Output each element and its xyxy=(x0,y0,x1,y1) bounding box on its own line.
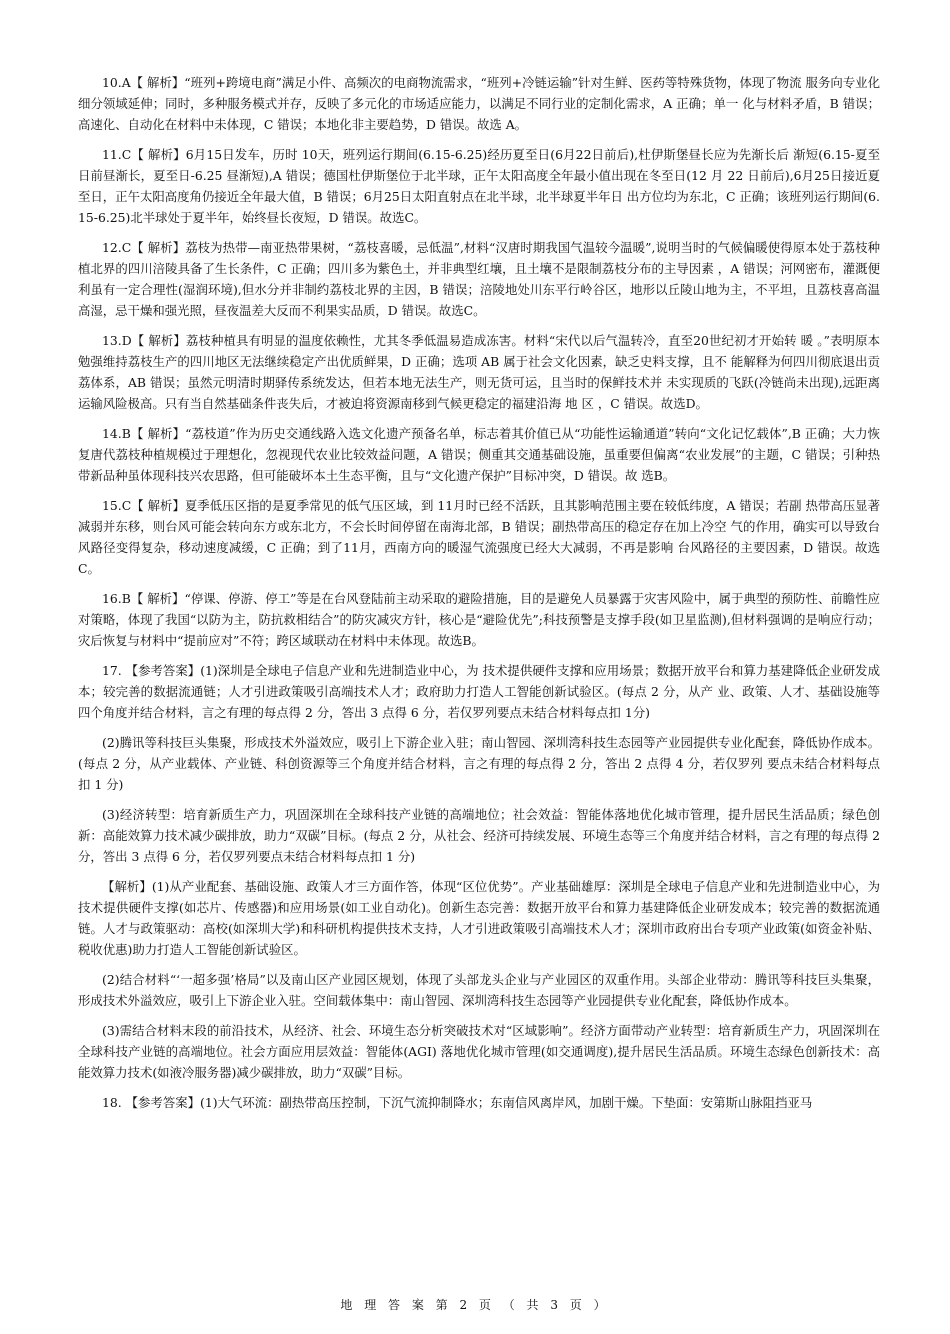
answer-q17-part2: (2)腾讯等科技巨头集聚，形成技术外溢效应，吸引上下游企业入驻；南山智园、深圳湾科技生态园等产业园提供专业化配套，降低协作成本。(每点 2 分，从产业载体、产业链、科创资源等三个角度并结合材料，言之有理的每点得 2 分，答出 2 点得 4 分，若仅罗列 要点未结合材料每点扣 1 分) xyxy=(78,735,880,792)
page-footer: 地 理 答 案 第 2 页 （ 共 3 页 ） xyxy=(340,1298,610,1312)
answer-q11: 11.C【 解析】6月15日发车，历时 10天，班列运行期间(6.15-6.25)经历夏至日(6月22日前后),杜伊斯堡昼长应为先渐长后 渐短(6.15-夏至日前昼渐长，夏至日-6.25 昼渐短),A 错误；德国杜伊斯堡位于北半球，正午太阳高度全年最小值出现在冬至日(12 月 22 日前后),6月25日接近夏至日，正午太阳高度角仍接近全年最大值，B 错误；6月25日太阳直射点在北半球，北半球夏半年日 出方位均为东北，C 正确；该班列运行期间(6.15-6.25)北半球处于夏半年，始终昼长夜短，D 错误。故选C。 xyxy=(78,147,880,225)
answer-q16: 16.B【 解析】“停课、停游、停工”等是在台风登陆前主动采取的避险措施，目的是避免人员暴露于灾害风险中，属于典型的预防性、前瞻性应对策略，体现了我国“以防为主，防抗救相结合”的防灾减灾方针，核心是“避险优先”;科技预警是支撑手段(如卫星监测),但材料强调的是响应行动；灾后恢复与材料中“提前应对”不符；跨区域联动在材料中未体现。故选B。 xyxy=(78,591,880,648)
answer-q18-start: 18. 【参考答案】(1)大气环流：副热带高压控制，下沉气流抑制降水；东南信风离岸风，加剧干燥。下垫面：安第斯山脉阻挡亚马 xyxy=(102,1095,813,1110)
answer-q17-part3: (3)经济转型：培育新质生产力，巩固深圳在全球科技产业链的高端地位；社会效益：智能体落地优化城市管理，提升居民生活品质；绿色创新：高能效算力技术减少碳排放，助力“双碳”目标。(每点 2 分，从社会、经济可持续发展、环境生态等三个角度并结合材料，言之有理的每点得 2 分，答出 3 点得 6 分，若仅罗列要点未结合材料每点扣 1 分) xyxy=(78,807,880,864)
analysis-q17-part1: 【解析】(1)从产业配套、基础设施、政策人才三方面作答，体现“区位优势”。产业基础雄厚：深圳是全球电子信息产业和先进制造业中心，为 技术提供硬件支撑(如芯片、传感器)和应用场景(如工业自动化)。创新生态完善：数据开放平台和算力基建降低企业研发成本；较完善的数据流通链。人才与政策驱动：高校(如深圳大学)和科研机构提供技术支持，人才引进政策吸引高端技术人才；深圳市政府出台专项产业政策(如资金补贴、税收优惠)助力打造人工智能创新试验区。 xyxy=(78,879,880,957)
answer-q13: 13.D【 解析】荔枝种植具有明显的温度依赖性，尤其冬季低温易造成冻害。材料“宋代以后气温转冷，直至20世纪初才开始转 暖 。”表明原本勉强维持荔枝生产的四川地区无法继续稳定产出优质鲜果，D 正确；选项 AB 属于社会文化因素，缺乏史料支撑，且不 能解释为何四川彻底退出贡荔体系，AB 错误；虽然元明清时期驿传系统发达，但若本地无法生产，则无货可运，且当时的保鲜技术并 未实现质的飞跃(冷链尚未出现),远距离运输风险极高。只有当自然基础条件丧失后，才被迫将资源南移到气候更稳定的福建沿海 地 区 ，C 错误。故选D。 xyxy=(78,333,880,411)
analysis-q17-part3: (3)需结合材料末段的前沿技术，从经济、社会、环境生态分析突破技术对“区域影响”。经济方面带动产业转型：培育新质生产力，巩固深圳在全球科技产业链的高端地位。社会方面应用层效益：智能体(AGI) 落地优化城市管理(如交通调度),提升居民生活品质。环境生态绿色创新技术：高能效算力技术(如液冷服务器)减少碳排放，助力“双碳”目标。 xyxy=(78,1023,880,1080)
analysis-q17-part2: (2)结合材料“‘一超多强’格局”以及南山区产业园区规划，体现了头部龙头企业与产业园区的双重作用。头部企业带动：腾讯等科技巨头集聚，形成技术外溢效应，吸引上下游企业入驻。空间载体集中：南山智园、深圳湾科技生态园等产业园提供专业化配套，降低协作成本。 xyxy=(78,972,880,1008)
answer-q14: 14.B【 解析】“荔枝道”作为历史交通线路入选文化遗产预备名单，标志着其价值已从“功能性运输通道”转向“文化记忆载体”,B 正确；大力恢复唐代荔枝种植规模过于理想化，忽视现代农业比较效益问题，A 错误；侧重其交通基础设施，虽重要但偏离“农业发展”的主题，C 错误；引种热带新品种虽体现科技兴农思路，但可能破坏本土生态平衡，且与“文化遗产保护”目标冲突，D 错误。故 选B。 xyxy=(78,426,880,483)
answer-q10: 10.A【 解析】“班列+跨境电商”满足小件、高频次的电商物流需求，“班列+冷链运输”针对生鲜、医药等特殊货物，体现了物流 服务向专业化细分领域延伸；同时，多种服务模式并存，反映了多元化的市场适应能力，以满足不同行业的定制化需求，A 正确；单一 化与材料矛盾，B 错误；高速化、自动化在材料中未体现，C 错误；本地化非主要趋势，D 错误。故选 A。 xyxy=(78,75,880,132)
answer-content xyxy=(78,72,880,1122)
answer-q17-part1: 17. 【参考答案】(1)深圳是全球电子信息产业和先进制造业中心，为 技术提供硬件支撑和应用场景；数据开放平台和算力基建降低企业研发成本；较完善的数据流通链；人才引进政策吸引高端技术人才；政府助力打造人工智能创新试验区。(每点 2 分，从产 业、政策、人才、基础设施等四个角度并结合材料，言之有理的每点得 2 分，答出 3 点得 6 分，若仅罗列要点未结合材料每点扣 1分) xyxy=(78,663,880,720)
answer-q12: 12.C【 解析】荔枝为热带—南亚热带果树，“荔枝喜暖，忌低温”,材料“汉唐时期我国气温较今温暖”,说明当时的气候偏暖使得原本处于荔枝种植北界的四川涪陵具备了生长条件，C 正确；四川多为紫色土，并非典型红壤，且土壤不是限制荔枝分布的主导因素 ，A 错误；河网密布，灌溉便利虽有一定合理性(湿润环境),但水分并非制约荔枝北界的主因，B 错误；涪陵地处川东平行岭谷区，地形以丘陵山地为主，不平坦，且荔枝喜高温高湿，忌干燥和强光照，昼夜温差大反而不利果实品质，D 错误。故选C。 xyxy=(78,240,880,318)
answer-q15: 15.C【 解析】夏季低压区指的是夏季常见的低气压区域，到 11月时已经不活跃，且其影响范围主要在较低纬度，A 错误；若副 热带高压显著减弱并东移，则台风可能会转向东方或东北方，不会长时间停留在南海北部，B 错误；副热带高压的稳定存在加上冷空 气的作用，确实可以导致台风路径变得复杂，移动速度减缓，C 正确；到了11月，西南方向的暖湿气流强度已经大大减弱，不再是影响 台风路径的主要因素，D 错误。故选C。 xyxy=(78,498,880,576)
